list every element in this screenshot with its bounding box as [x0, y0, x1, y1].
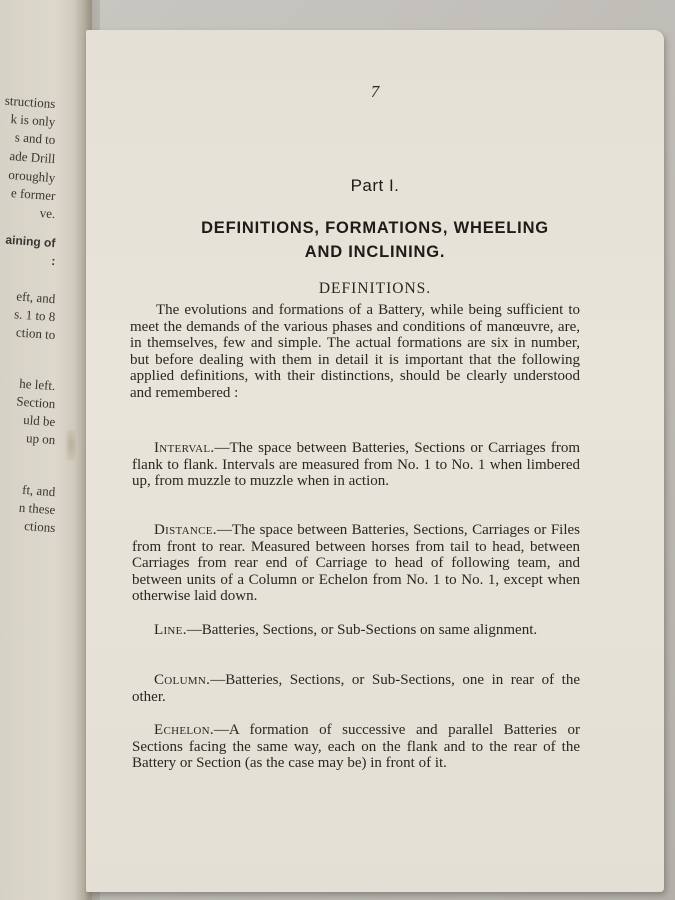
left-fragment: Section — [15, 393, 56, 412]
definition-text: —Batteries, Sections, or Sub-Sections on same alignment. — [186, 622, 538, 638]
intro-text: The evolutions and formations of a Battery, while being sufficient to meet the demands of the various phases and conditions of manœuvre, are, in themselves, few and simple. The actual formations are six in number, but before dealing with them in detail it is important that the following applied definitions, with their distinctions, should be clearly understood and remembered : — [130, 302, 580, 401]
left-fragment: oroughly — [7, 166, 56, 186]
left-fragment: eft, and — [15, 288, 56, 307]
definition-echelon — [132, 722, 580, 772]
definition-column — [132, 672, 580, 705]
page-number: 7 — [370, 82, 380, 101]
main-heading-line: AND INCLINING. — [304, 243, 446, 261]
left-fragment: he left. — [18, 375, 56, 394]
left-fragment: structions — [4, 92, 56, 112]
definition-term: Line. — [154, 622, 187, 638]
definition-term: Column. — [154, 672, 211, 688]
intro-paragraph — [130, 302, 580, 401]
left-fragment: ve. — [39, 205, 56, 222]
definition-text: —A formation of successive and parallel Batteries or Sections facing the same way, each on the flank and to the rear of the Battery or Section (as the case may be) in front of it. — [132, 722, 580, 771]
left-fragment: k is only — [10, 111, 56, 130]
left-fragment: : — [50, 253, 56, 269]
section-heading: DEFINITIONS. — [318, 280, 432, 297]
right-page — [86, 30, 664, 892]
left-fragment: ction to — [15, 324, 56, 343]
left-fragment: up on — [25, 430, 56, 448]
main-heading-line: DEFINITIONS, FORMATIONS, WHEELING — [201, 219, 549, 237]
left-fragment: s. 1 to 8 — [13, 306, 56, 325]
main-heading — [86, 216, 664, 264]
definition-line — [132, 622, 580, 639]
definition-interval — [132, 440, 580, 490]
definition-term: Echelon. — [154, 722, 214, 738]
left-fragment: n these — [18, 499, 56, 518]
definition-term: Distance. — [154, 522, 217, 538]
definition-distance — [132, 522, 580, 605]
part-title: Part I. — [350, 176, 400, 195]
definition-text: —The space between Batteries, Sections or Carriages from flank to flank. Intervals are measured from No. 1 to No. 1 when limbered up, from muzzle to muzzle when in action. — [132, 440, 580, 489]
definition-text: —The space between Batteries, Sections, Carriages or Files from front to rear. Measured between horses from tail to head, between Carriages from rear end of Carriage to head of following team, and between units of a Column or Echelon from No. 1 to No. 1, except when otherwise laid down. — [132, 522, 580, 604]
left-fragment: aining of — [4, 232, 56, 251]
left-fragment: e former — [10, 185, 56, 204]
left-fragment: uld be — [22, 411, 56, 430]
left-fragment: s and to — [14, 129, 56, 148]
left-fragment: ctions — [23, 518, 56, 536]
definition-term: Interval. — [154, 440, 215, 456]
left-fragment: ade Drill — [9, 147, 56, 167]
left-fragment: ft, and — [21, 481, 56, 500]
definition-text: —Batteries, Sections, or Sub-Sections, one in rear of the other. — [132, 672, 580, 705]
